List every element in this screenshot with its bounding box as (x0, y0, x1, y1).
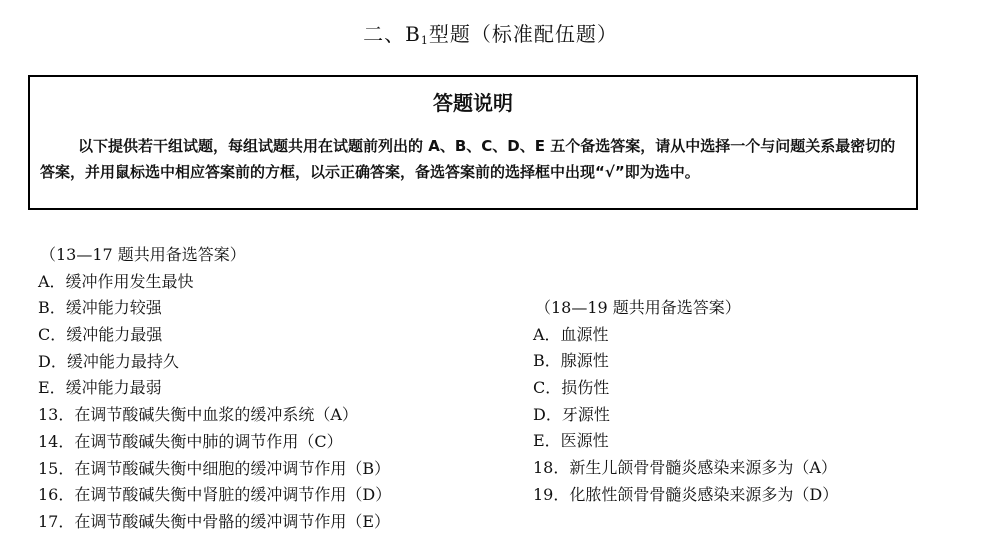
question-18: 18．新生儿颌骨骨髓炎感染来源多为（A） (533, 458, 837, 478)
question-group-13-17 (38, 242, 508, 536)
question-17: 17．在调节酸碱失衡中骨骼的缓冲调节作用（E） (38, 511, 391, 531)
question-13: 13．在调节酸碱失衡中血浆的缓冲系统（A） (38, 405, 358, 425)
option-c: C．损伤性 (533, 378, 610, 398)
section-title-suffix: 型题（标准配伍题） (428, 22, 618, 46)
section-title-subscript: 1 (420, 34, 429, 47)
instructions-heading: 答题说明 (433, 91, 513, 115)
option-b: B．缓冲能力较强 (38, 298, 162, 318)
question-16: 16．在调节酸碱失衡中肾脏的缓冲调节作用（D） (38, 485, 392, 505)
option-b: B．腺源性 (533, 351, 609, 371)
option-c: C．缓冲能力最强 (38, 325, 163, 345)
option-d: D．牙源性 (533, 404, 610, 424)
section-title (0, 20, 981, 55)
group-header: （18—19 题共用备选答案） (535, 298, 741, 317)
option-d: D．缓冲能力最持久 (38, 351, 179, 371)
section-title-prefix: 二、B (363, 22, 421, 46)
question-14: 14．在调节酸碱失衡中肺的调节作用（C） (38, 431, 343, 451)
option-a: A．血源性 (533, 324, 609, 344)
instructions-body: 以下提供若干组试题，每组试题共用在试题前列出的 A、B、C、D、E 五个备选答案，请从中选择一个与问题关系最密切的答案，并用鼠标选中相应答案前的方框，以示正确答案，备选答案前的选择框中出现“√”即为选中。 (40, 137, 896, 181)
question-19: 19．化脓性颌骨骨髓炎感染来源多为（D） (533, 484, 839, 504)
question-15: 15．在调节酸碱失衡中细胞的缓冲调节作用（B） (38, 458, 391, 478)
instructions-box (28, 75, 918, 210)
option-a: A．缓冲作用发生最快 (38, 271, 194, 291)
question-group-18-19 (533, 295, 963, 509)
option-e: E．医源性 (533, 431, 609, 451)
option-e: E．缓冲能力最弱 (38, 378, 162, 398)
group-header: （13—17 题共用备选答案） (40, 245, 246, 264)
